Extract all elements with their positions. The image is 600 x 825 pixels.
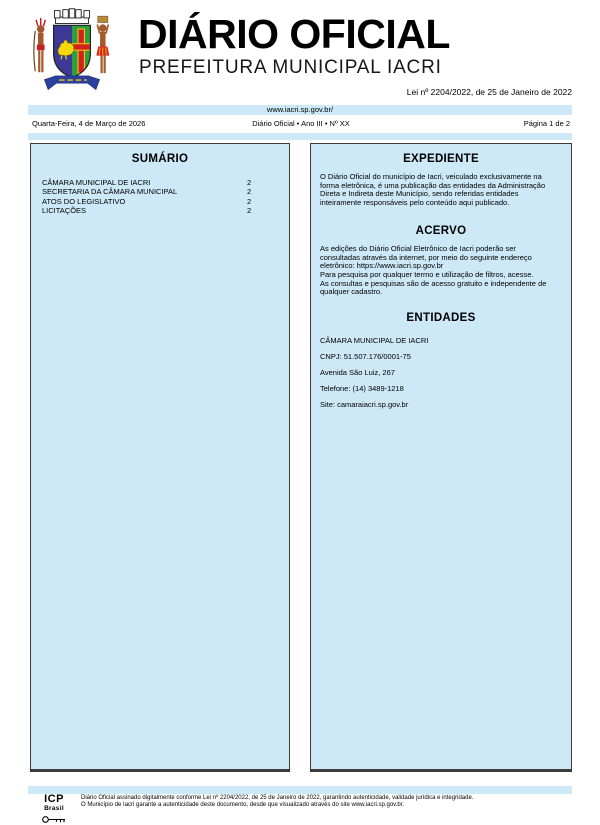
summary-item-page: 2: [247, 178, 252, 187]
icp-key-icon: [41, 815, 67, 824]
footer-divider-bar: [28, 786, 572, 794]
summary-panel: [30, 143, 290, 772]
entity-name: CÂMARA MUNICIPAL DE IACRI: [320, 336, 429, 346]
law-reference: Lei nº 2204/2022, de 25 de Janeiro de 2022: [406, 87, 572, 97]
summary-list: [31, 178, 289, 215]
entity-site: Site: camaraiacri.sp.gov.br: [320, 400, 409, 410]
summary-item-page: 2: [247, 187, 252, 197]
summary-item-label: CÂMARA MUNICIPAL DE IACRI: [42, 178, 151, 187]
summary-item: [31, 197, 289, 206]
acervo-text: [320, 245, 557, 297]
acervo-line-3: As consultas e pesquisas são de acesso gratuito e independente de qualquer cadastro.: [320, 278, 547, 297]
expediente-text: O Diário Oficial do município de Iacri, veiculado exclusivamente na forma eletrônica, é uma publicação das entidades da Administração Direta e Indireta deste Município, sendo referidas entidades inteiramente responsáveis pelo conteúdo aqui publicado.: [320, 172, 546, 208]
acervo-line-1: As edições do Diário Oficial Eletrônico de Iacri poderão ser consultadas através da internet, por meio do seguinte endereço eletrônico: https://www.iacri.sp.gov.br: [320, 243, 532, 271]
summary-item-label: SECRETARIA DA CÂMARA MUNICIPAL: [42, 187, 178, 197]
website-bar: [28, 105, 572, 115]
summary-item-page: 2: [247, 196, 252, 206]
summary-item-label: ATOS DO LEGISLATIVO: [42, 196, 126, 206]
entity-cnpj: CNPJ: 51.507.176/0001-75: [320, 352, 411, 362]
signature-line-1: Diário Oficial assinado digitalmente conforme Lei nº 2204/2022, de 25 de Janeiro de 2022, garantindo autenticidade, validade jurídica e integridade.: [81, 795, 474, 801]
page-subtitle: PREFEITURA MUNICIPAL IACRI: [139, 57, 442, 78]
summary-item: [31, 206, 289, 215]
icp-logo-subtext: Brasil: [44, 804, 64, 812]
edition-meta-row: [28, 115, 572, 132]
expediente-heading: EXPEDIENTE: [403, 153, 479, 165]
signature-line-2: O Município de Iacri garante a autenticidade deste documento, desde que visualizado através do site www.iacri.sp.gov.br.: [81, 801, 405, 808]
info-panel: [310, 143, 572, 772]
entidades-heading: ENTIDADES: [406, 312, 476, 325]
icp-brasil-logo: [32, 794, 76, 825]
edition-info: Diário Oficial • Ano III • Nº XX: [252, 119, 350, 128]
summary-heading: SUMÁRIO: [131, 153, 189, 165]
website-url: www.iacri.sp.gov.br/: [266, 105, 334, 114]
entity-block: [311, 336, 571, 409]
entity-phone: Telefone: (14) 3489-1218: [320, 384, 404, 394]
header-divider-bar: [28, 133, 572, 140]
acervo-line-2: Para pesquisa por qualquer termo e utilização de filtros, acesse.: [320, 269, 534, 279]
municipal-coat-of-arms-icon: [26, 6, 118, 98]
page-indicator: Página 1 de 2: [523, 119, 570, 128]
summary-item: [31, 178, 289, 187]
summary-item-label: LICITAÇÕES: [42, 205, 87, 215]
summary-item-page: 2: [247, 205, 252, 215]
page-title: DIÁRIO OFICIAL: [138, 11, 450, 57]
summary-item: [31, 187, 289, 196]
acervo-heading: ACERVO: [415, 224, 467, 237]
entity-address: Avenida São Luiz, 267: [320, 368, 395, 378]
icp-logo-text: ICP: [44, 793, 64, 805]
edition-date: Quarta-Feira, 4 de Março de 2026: [32, 119, 146, 128]
digital-signature-notice: [81, 795, 574, 809]
